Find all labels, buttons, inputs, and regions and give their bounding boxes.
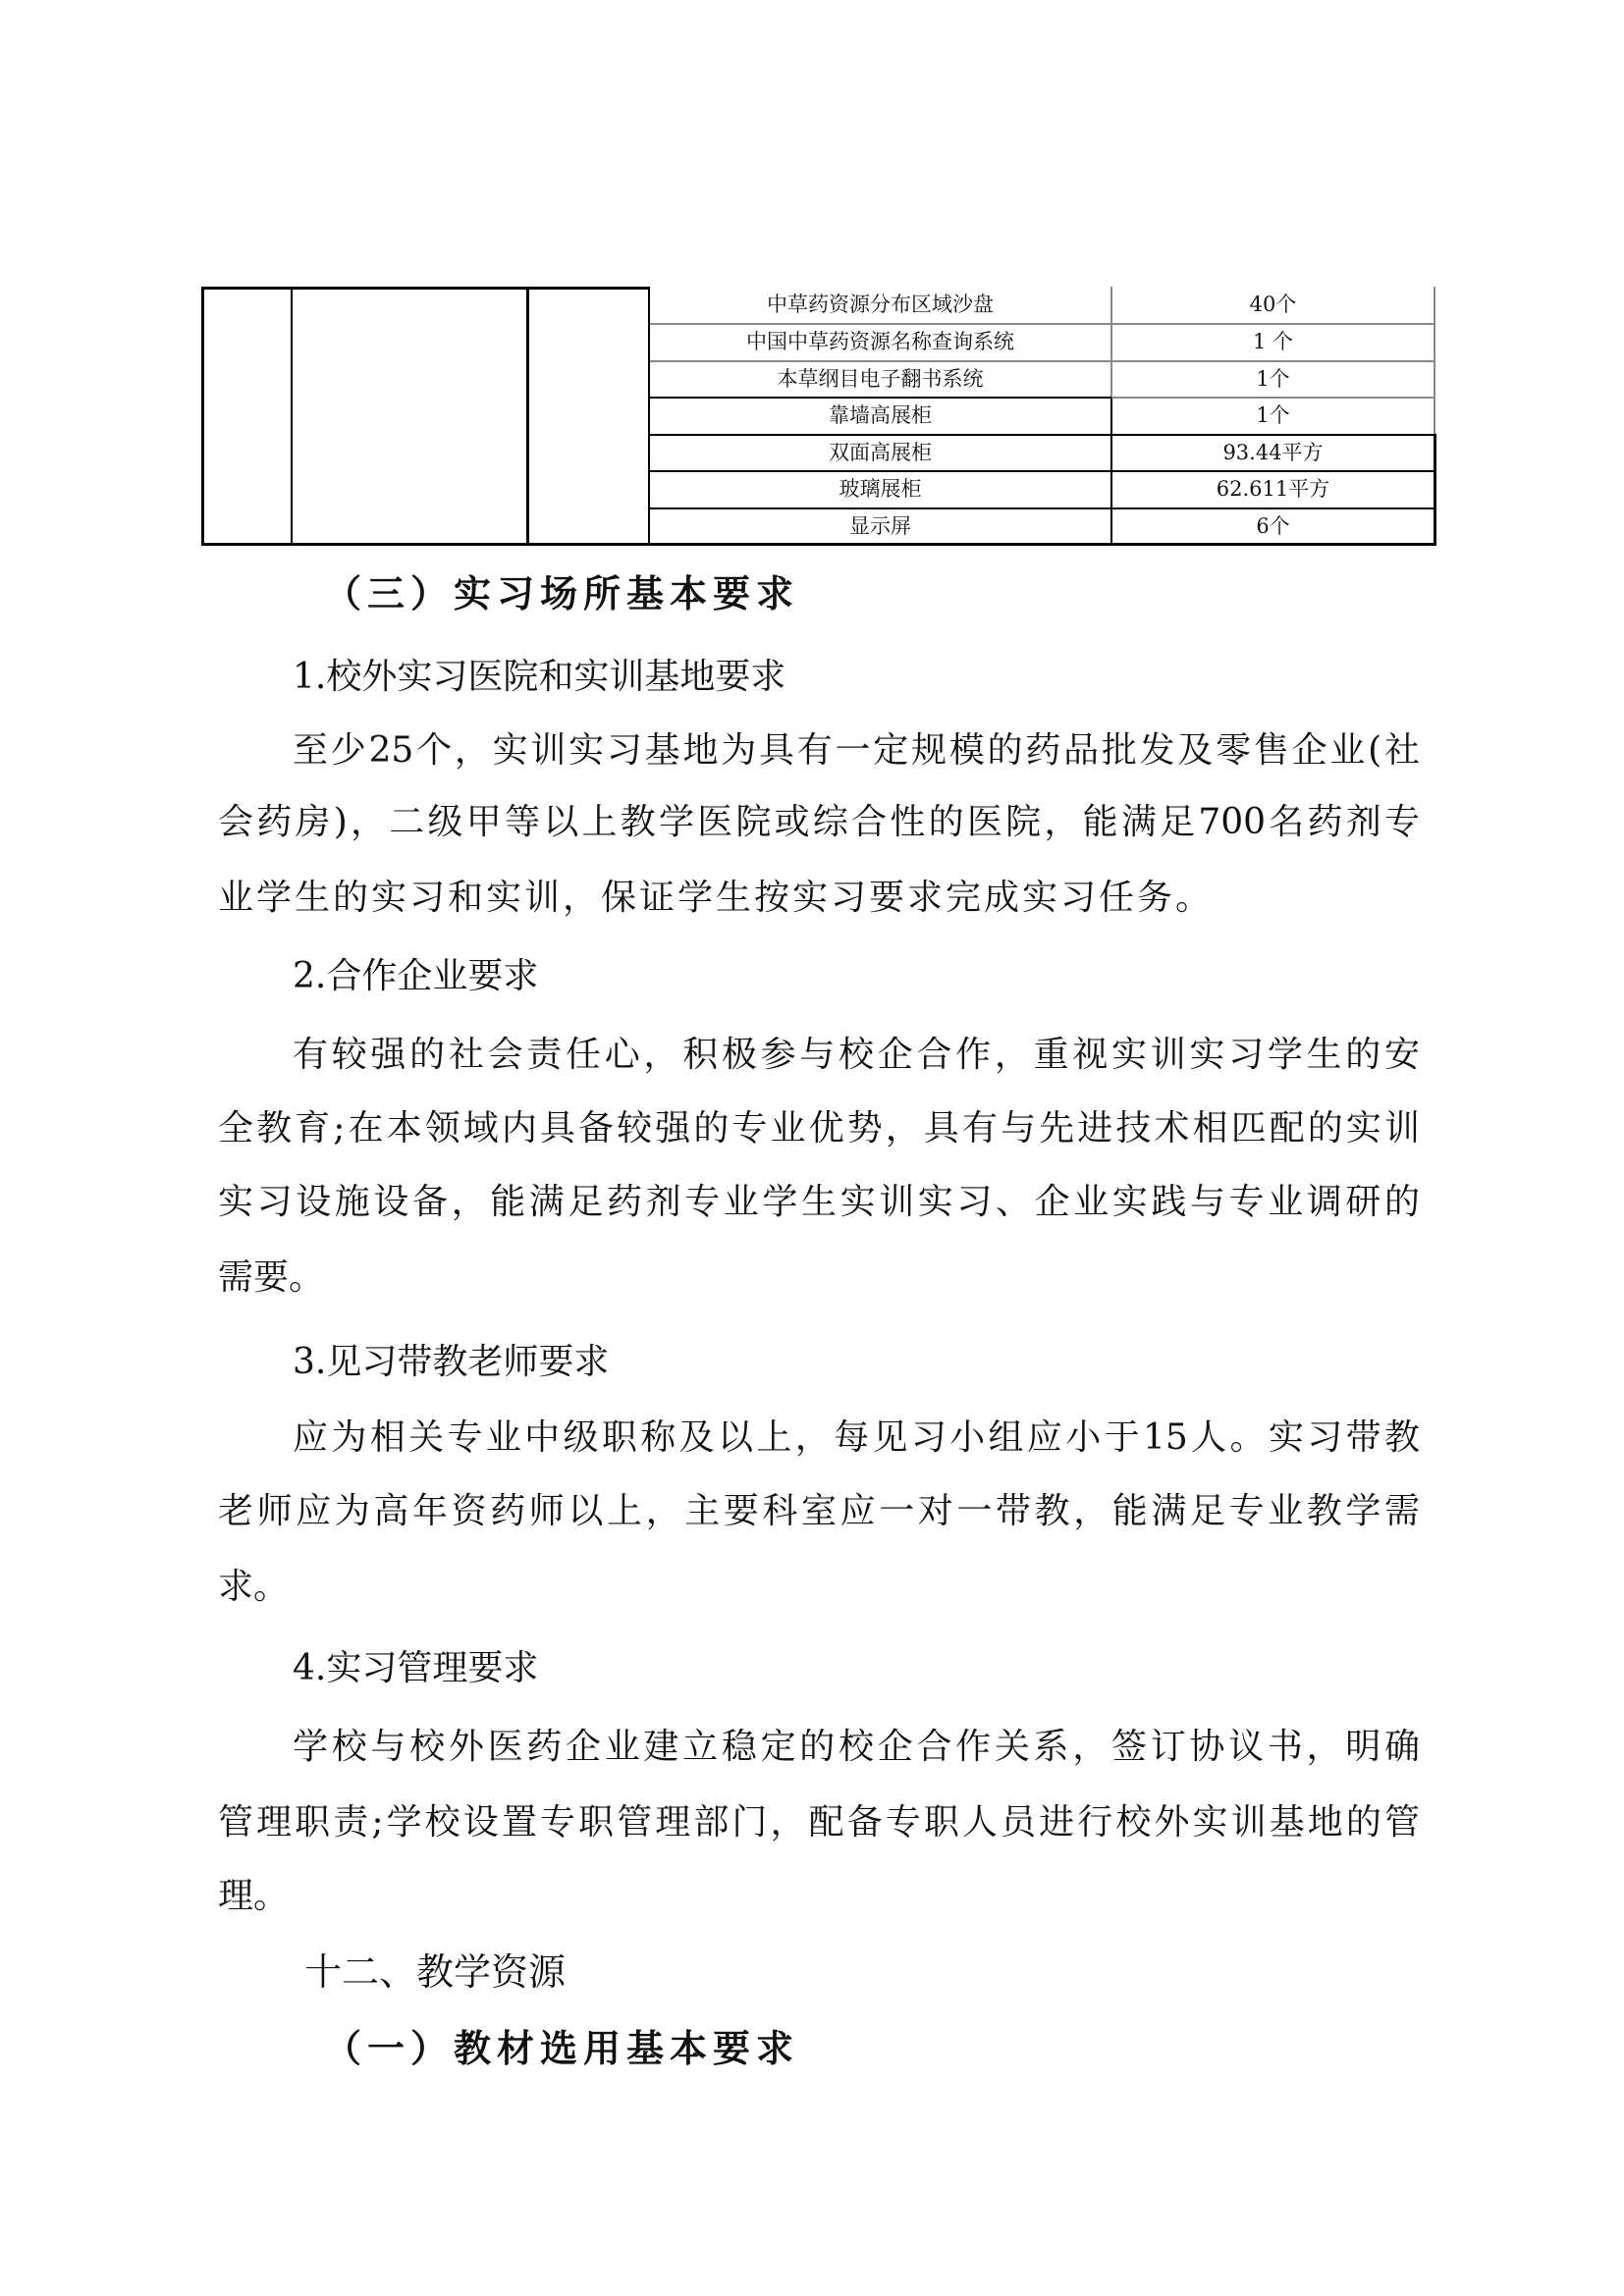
table-cell-qty: 1个: [1256, 403, 1290, 427]
paragraph-line: 应为相关专业中级职称及以上，每见习小组应小于15人。实习带教: [293, 1417, 1420, 1458]
subsection-title: 1.校外实习医院和实训基地要求: [293, 657, 786, 697]
table-col-empty-3: [526, 287, 648, 545]
paragraph-line: 有较强的社会责任心，积极参与校企合作，重视实训实习学生的安: [293, 1035, 1420, 1075]
equipment-table: [201, 287, 1436, 545]
paragraph-line: 理。: [218, 1876, 290, 1916]
chapter-heading: 十二、教学资源: [304, 1950, 567, 1994]
table-col-empty-1: [201, 287, 291, 545]
paragraph-line: 求。: [218, 1567, 290, 1607]
paragraph-line: 实习设施设备，能满足药剂专业学生实训实习、企业实践与专业调研的: [218, 1182, 1420, 1222]
paragraph-line: 管理职责;学校设置专职管理部门，配备专职人员进行校外实训基地的管: [218, 1802, 1420, 1842]
table-cell-qty: 93.44平方: [1222, 441, 1324, 464]
table-cell-item: 中草药资源分布区域沙盘: [767, 293, 994, 316]
table-cell-qty: 1 个: [1252, 330, 1294, 353]
table-cell-item: 玻璃展柜: [839, 477, 922, 501]
subsection-title: 3.见习带教老师要求: [293, 1342, 610, 1382]
table-cell-item: 显示屏: [849, 513, 911, 538]
paragraph-line: 老师应为高年资药师以上，主要科室应一对一带教，能满足专业教学需: [218, 1491, 1420, 1531]
paragraph-line: 全教育;在本领域内具备较强的专业优势，具有与先进技术相匹配的实训: [218, 1108, 1420, 1148]
table-cell-item: 双面高展柜: [829, 441, 932, 464]
table-cell-qty: 62.611平方: [1216, 477, 1330, 501]
subsection-title: 4.实习管理要求: [293, 1648, 539, 1688]
table-cell-item: 中国中草药资源名称查询系统: [746, 330, 1014, 353]
table-col-empty-2: [291, 287, 526, 545]
section-heading: （一）教材选用基本要求: [324, 2027, 800, 2070]
paragraph-line: 业学生的实习和实训，保证学生按实习要求完成实习任务。: [218, 878, 1215, 918]
table-cell-qty: 1个: [1256, 367, 1290, 391]
table-cell-qty: 6个: [1256, 513, 1290, 538]
subsection-title: 2.合作企业要求: [293, 956, 539, 996]
table-cell-item: 靠墙高展柜: [829, 403, 932, 427]
table-cell-item: 本草纲目电子翻书系统: [777, 367, 984, 391]
paragraph-line: 学校与校外医药企业建立稳定的校企合作关系，签订协议书，明确: [293, 1727, 1420, 1767]
paragraph-line: 至少25个，实训实习基地为具有一定规模的药品批发及零售企业(社: [293, 730, 1420, 771]
paragraph-line: 需要。: [218, 1257, 325, 1298]
section-heading: （三）实习场所基本要求: [324, 572, 800, 615]
table-cell-qty: 40个: [1249, 293, 1297, 316]
paragraph-line: 会药房)，二级甲等以上教学医院或综合性的医院，能满足700名药剂专: [218, 802, 1420, 842]
